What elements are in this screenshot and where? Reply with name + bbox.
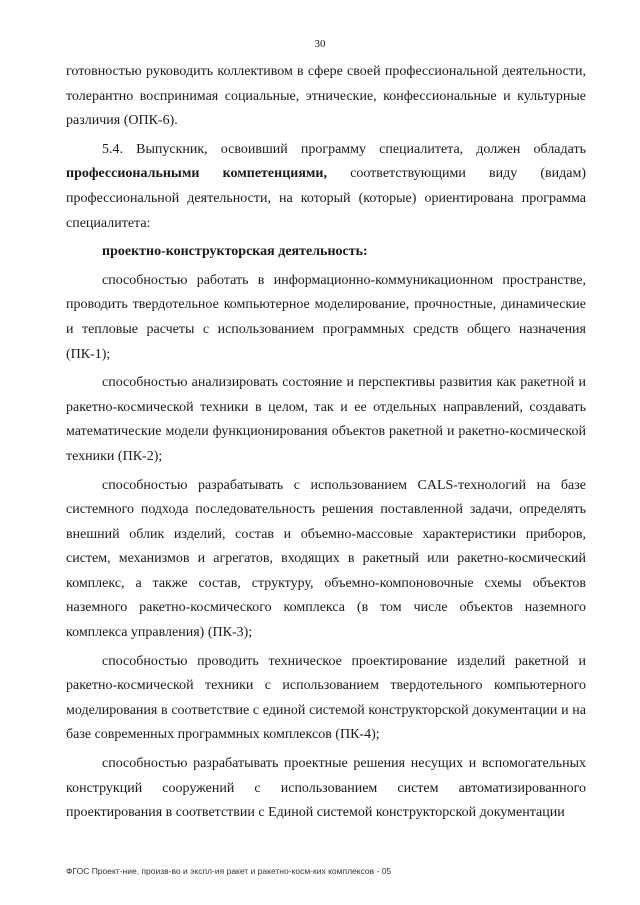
paragraph-pk2: способностью анализировать состояние и перспективы развития как ракетной и ракетно-космической техники в целом, так и ее отдельных направлений, создавать математические модели функционирования объектов ракетной и ракетно-космической техники (ПК-2); bbox=[66, 375, 586, 464]
paragraph-5-4-bold: профессиональными компетенциями, bbox=[66, 166, 327, 182]
document-body bbox=[66, 60, 586, 826]
paragraph-pk5: способностью разрабатывать проектные решения несущих и вспомогательных конструкций сооружений с использованием систем автоматизированного проектирования в соответствии с Единой системой конструкторской документации bbox=[66, 756, 586, 821]
section-heading: проектно-конструкторская деятельность: bbox=[102, 244, 368, 260]
paragraph-pk4: способностью проводить техническое проектирование изделий ракетной и ракетно-космической техники с использованием твердотельного компьютерного моделирования в соответствие с единой системой конструкторской документации и на базе современных программных комплексов (ПК-4); bbox=[66, 653, 586, 743]
paragraph-pk1: способностью работать в информационно-коммуникационном пространстве, проводить твердотельное компьютерное моделирование, прочностные, динамические и тепловые расчеты с использованием программных средств общего назначения (ПК-1); bbox=[66, 272, 586, 362]
paragraph-5-4-start: 5.4. Выпускник, освоивший программу специалитета, должен обладать bbox=[102, 141, 586, 157]
document-footer: ФГОС Проект-ние, произв-во и экспл-ия ракет и ракетно-косм-ких комплексов - 05 bbox=[66, 866, 392, 876]
page-number: 30 bbox=[314, 38, 326, 50]
paragraph-5-4 bbox=[66, 138, 586, 236]
paragraph-opk6: готовностью руководить коллективом в сфере своей профессиональной деятельности, толерантно воспринимая социальные, этнические, конфессиональные и культурные различия (ОПК-6). bbox=[66, 64, 586, 129]
paragraph-pk3: способностью разрабатывать с использованием CALS-технологий на базе системного подхода последовательность решения поставленной задачи, определять внешний облик изделий, состав и объемно-массовые характеристики приборов, систем, механизмов и агрегатов, входящих в ракетный или ракетно-космический комплекс, а также состав, структуру, объемно-компоновочные схемы объектов наземного ракетно-космического комплекса (в том числе объектов наземного комплекса управления) (ПК-3); bbox=[66, 477, 586, 641]
paragraph-5-4-end: соответствующими виду (видам) профессиональной деятельности, на который (которые) ориентирована программа специалитета: bbox=[66, 166, 586, 231]
